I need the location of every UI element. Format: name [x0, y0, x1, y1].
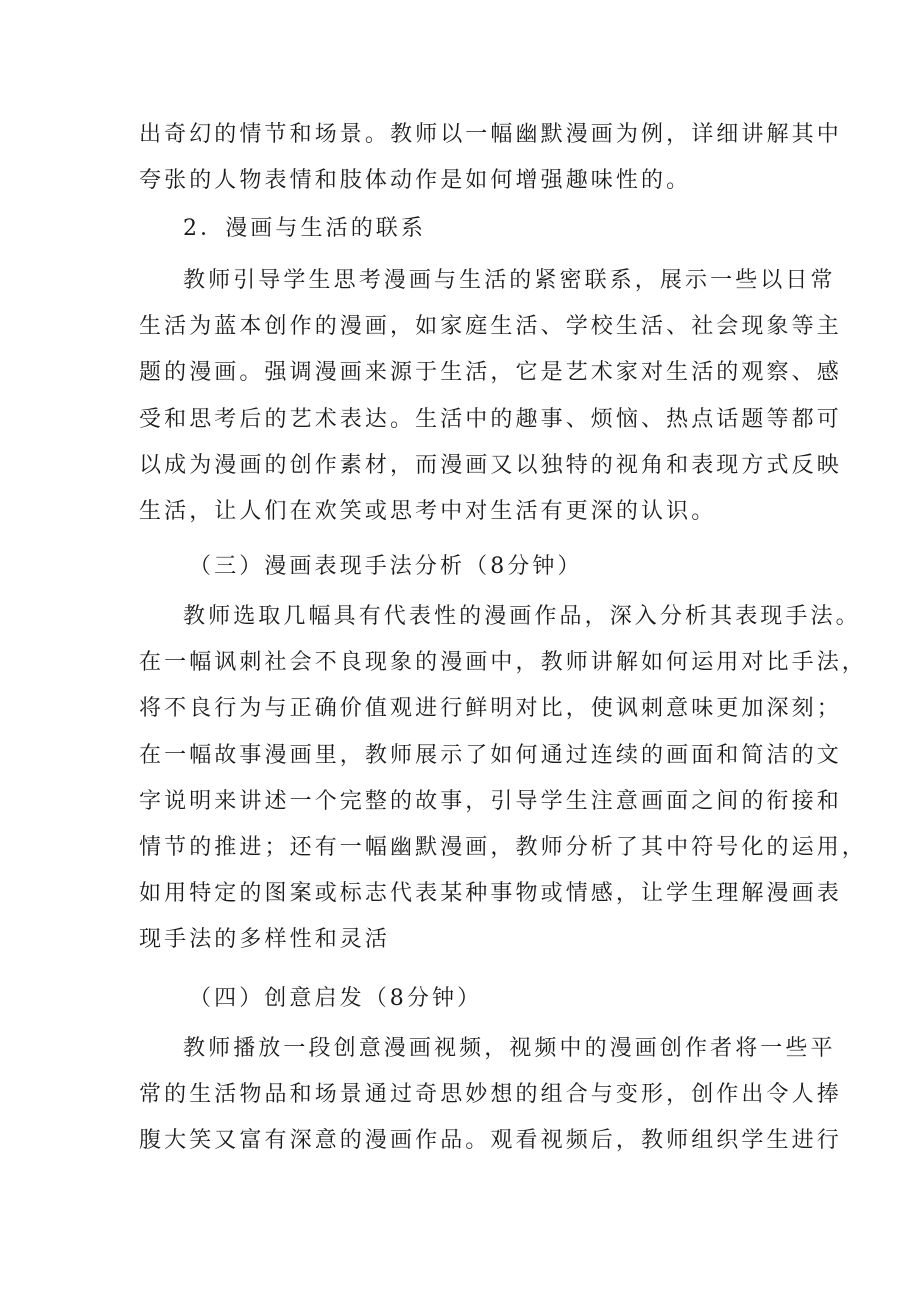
text-line: 现手法的多样性和灵活 — [139, 927, 391, 953]
section-heading-4 — [139, 976, 789, 1022]
text-line: 教师播放一段创意漫画视频，视频中的漫画创作者将一些平 — [183, 1036, 836, 1061]
text-line: 题的漫画。强调漫画来源于生活，它是艺术家对生活的观察、感 — [139, 360, 842, 386]
text-line: 出奇幻的情节和场景。教师以一幅幽默漫画为例，详细讲解其中 — [139, 122, 842, 147]
section-heading-2 — [139, 206, 789, 252]
text-line: 以成为漫画的创作素材，而漫画又以独特的视角和表现方式反映 — [139, 452, 842, 478]
text-line: 情节的推进；还有一幅幽默漫画，教师分析了其中符号化的运用， — [139, 834, 867, 860]
heading-text: （四）创意启发（8分钟） — [189, 986, 483, 1011]
text-line: 夸张的人物表情和肢体动作是如何增强趣味性的。 — [139, 168, 692, 194]
text-line: 在一幅故事漫画里，教师展示了如何通过连续的画面和简洁的文 — [139, 742, 842, 768]
paragraph-techniques — [139, 594, 867, 964]
text-line: 教师引导学生思考漫画与生活的紧密联系，展示一些以日常 — [183, 268, 836, 293]
paragraph-continuation — [139, 112, 842, 204]
heading-text: 2．漫画与生活的联系 — [183, 216, 426, 241]
section-heading-3 — [139, 544, 789, 590]
text-line: 生活为蓝本创作的漫画，如家庭生活、学校生活、社会现象等主 — [139, 314, 842, 340]
text-line: 在一幅讽刺社会不良现象的漫画中，教师讲解如何运用对比手法， — [139, 650, 867, 676]
heading-text: （三）漫画表现手法分析（8分钟） — [189, 554, 583, 579]
text-line: 常的生活物品和场景通过奇思妙想的组合与变形，创作出令人捧 — [139, 1082, 842, 1108]
text-line: 腹大笑又富有深意的漫画作品。观看视频后，教师组织学生进行 — [139, 1128, 842, 1154]
text-line: 将不良行为与正确价值观进行鲜明对比，使讽刺意味更加深刻； — [139, 696, 842, 722]
text-line: 如用特定的图案或标志代表某种事物或情感，让学生理解漫画表 — [139, 881, 842, 907]
text-line: 字说明来讲述一个完整的故事，引导学生注意画面之间的衔接和 — [139, 788, 842, 814]
text-line: 受和思考后的艺术表达。生活中的趣事、烦恼、热点话题等都可 — [139, 406, 842, 432]
text-line: 教师选取几幅具有代表性的漫画作品，深入分析其表现手法。 — [183, 604, 861, 629]
text-line: 生活，让人们在欢笑或思考中对生活有更深的认识。 — [139, 498, 717, 524]
paragraph-creative — [139, 1026, 842, 1165]
paragraph-life-connection — [139, 258, 842, 535]
